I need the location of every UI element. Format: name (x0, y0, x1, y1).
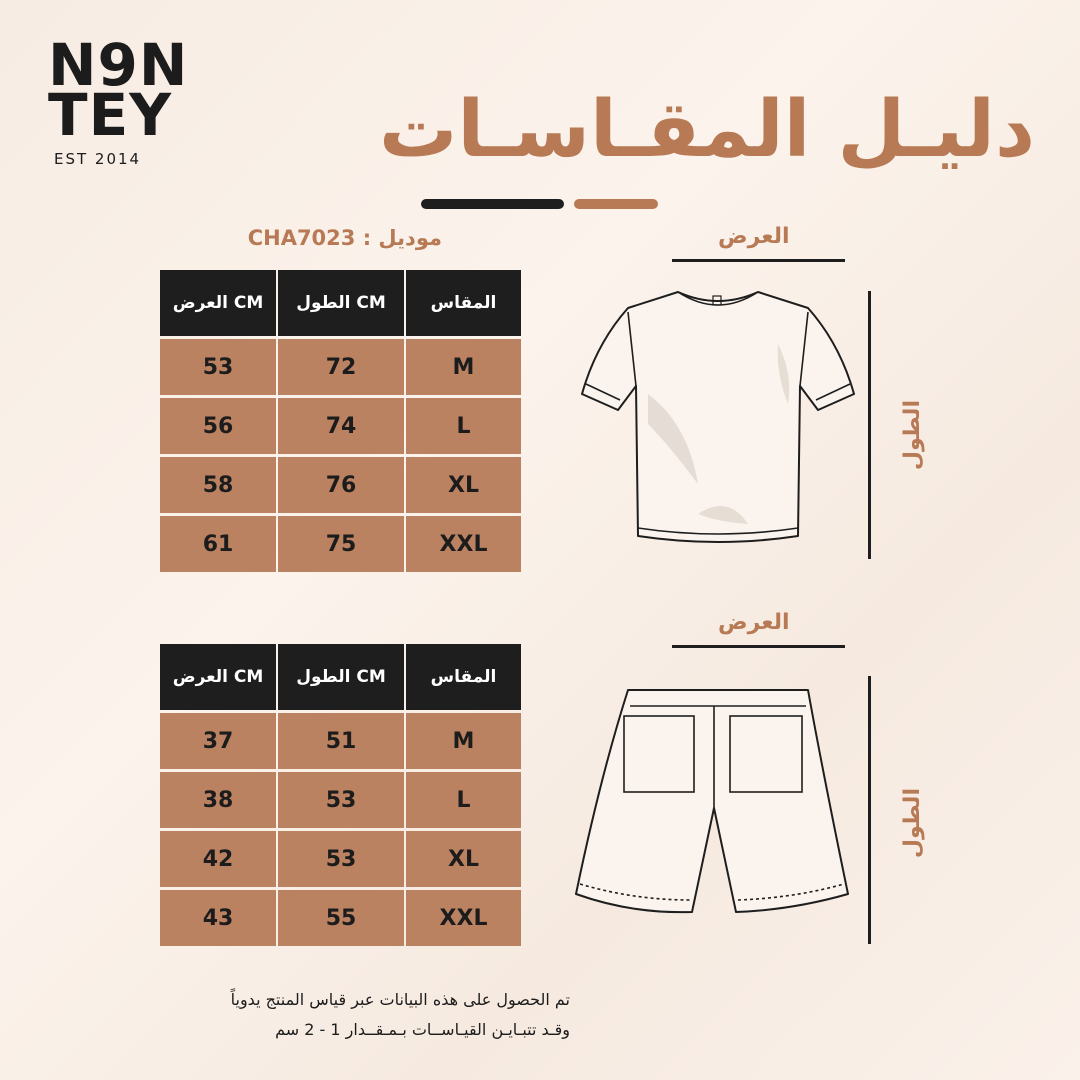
brand-logo (48, 31, 198, 168)
length-cell: 53 (278, 831, 404, 887)
length-cell: 53 (278, 772, 404, 828)
shorts-length-label: الطول (900, 788, 925, 859)
table-row (160, 713, 521, 769)
tshirt-length-label: الطول (900, 400, 925, 471)
width-cell: 43 (160, 890, 276, 946)
tshirt-size-table (160, 270, 521, 575)
shorts-width-label: العرض (718, 610, 790, 635)
shorts-length-line (868, 676, 871, 944)
table-row (160, 831, 521, 887)
header-size: المقاس (406, 270, 521, 336)
header-length: الطول CM (278, 270, 404, 336)
brand-established: EST 2014 (54, 150, 142, 168)
tshirt-width-label: العرض (718, 224, 790, 249)
width-cell: 53 (160, 339, 276, 395)
width-cell: 61 (160, 516, 276, 572)
tshirt-icon (578, 284, 858, 556)
table-row (160, 772, 521, 828)
length-cell: 75 (278, 516, 404, 572)
tshirt-length-line (868, 291, 871, 559)
size-cell: XL (406, 457, 521, 513)
size-cell: M (406, 339, 521, 395)
header-width: العرض CM (160, 270, 276, 336)
note-line-2: وقـد تتبـايـن القيـاســات بـمـقــدار 1 - 2 سم (275, 1020, 570, 1039)
header-length: الطول CM (278, 644, 404, 710)
shorts-width-line (672, 645, 845, 648)
length-cell: 51 (278, 713, 404, 769)
width-cell: 58 (160, 457, 276, 513)
size-cell: L (406, 772, 521, 828)
model-label: موديل : CHA7023 (247, 226, 442, 250)
size-cell: L (406, 398, 521, 454)
table-row (160, 398, 521, 454)
length-cell: 74 (278, 398, 404, 454)
width-cell: 38 (160, 772, 276, 828)
title-underline-dark (421, 199, 564, 209)
shorts-size-table (160, 644, 521, 949)
brand-line-1: N9N (48, 31, 189, 99)
header-size: المقاس (406, 644, 521, 710)
table-row (160, 890, 521, 946)
title-underline-accent (574, 199, 658, 209)
width-cell: 37 (160, 713, 276, 769)
size-cell: M (406, 713, 521, 769)
length-cell: 55 (278, 890, 404, 946)
width-cell: 56 (160, 398, 276, 454)
length-cell: 72 (278, 339, 404, 395)
length-cell: 76 (278, 457, 404, 513)
table-header-row (160, 644, 521, 710)
tshirt-width-line (672, 259, 845, 262)
shorts-icon (572, 688, 852, 924)
page-title: دليـل المقـاسـات (378, 85, 1035, 175)
header-width: العرض CM (160, 644, 276, 710)
table-row (160, 457, 521, 513)
table-row (160, 516, 521, 572)
width-cell: 42 (160, 831, 276, 887)
measurement-note (100, 985, 570, 1045)
size-cell: XXL (406, 516, 521, 572)
table-row (160, 339, 521, 395)
brand-line-2: TEY (48, 81, 173, 149)
size-cell: XL (406, 831, 521, 887)
note-line-1: تم الحصول على هذه البيانات عبر قياس المنتج يدوياً (230, 990, 570, 1009)
table-header-row (160, 270, 521, 336)
size-cell: XXL (406, 890, 521, 946)
